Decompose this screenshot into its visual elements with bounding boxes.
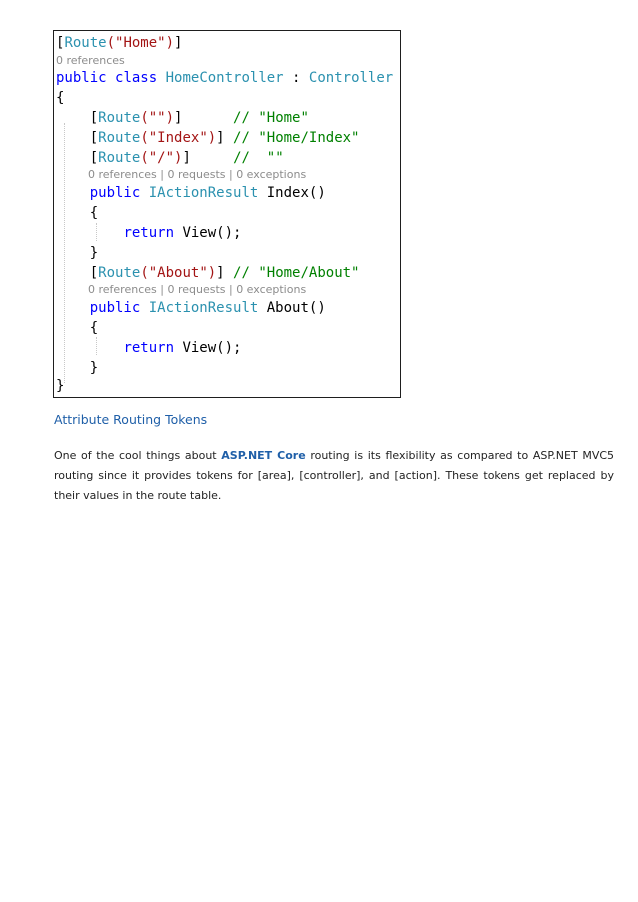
- class-declaration: public class HomeController : Controller: [56, 70, 394, 86]
- figure-caption: Attribute Routing Tokens: [54, 412, 208, 427]
- aspnet-core-link[interactable]: ASP.NET Core: [221, 449, 306, 462]
- body-paragraph: [54, 446, 614, 506]
- route-about-attribute: [Route("About")] // "Home/About": [89, 265, 360, 281]
- class-open-brace: {: [56, 90, 65, 106]
- route-slash-attribute: [Route("/")] // "": [89, 150, 284, 166]
- class-route-attribute: [Route("Home")]: [56, 35, 183, 51]
- codelens-class-references: 0 references: [56, 54, 125, 67]
- about-return-statement: return View();: [123, 340, 242, 356]
- index-return-statement: return View();: [123, 225, 242, 241]
- index-open-brace: {: [89, 205, 99, 221]
- paragraph-text-end: routing is its flexibility as compared to ASP.NET MVC5 routing since it provides tokens for [area], [controller], and [action]. These tokens get replaced by their values in the route table.: [54, 449, 615, 502]
- about-open-brace: {: [89, 320, 99, 336]
- class-close-brace: }: [56, 378, 65, 394]
- about-close-brace: }: [89, 360, 99, 376]
- code-screenshot: [53, 30, 401, 398]
- index-close-brace: }: [89, 245, 99, 261]
- codelens-index: 0 references | 0 requests | 0 exceptions: [88, 168, 307, 181]
- codelens-about: 0 references | 0 requests | 0 exceptions: [88, 283, 307, 296]
- about-method-signature: public IActionResult About(): [89, 300, 326, 316]
- paragraph-text-start: One of the cool things about: [54, 449, 222, 462]
- route-empty-attribute: [Route("")] // "Home": [89, 110, 309, 126]
- route-index-attribute: [Route("Index")] // "Home/Index": [89, 130, 360, 146]
- index-method-signature: public IActionResult Index(): [89, 185, 326, 201]
